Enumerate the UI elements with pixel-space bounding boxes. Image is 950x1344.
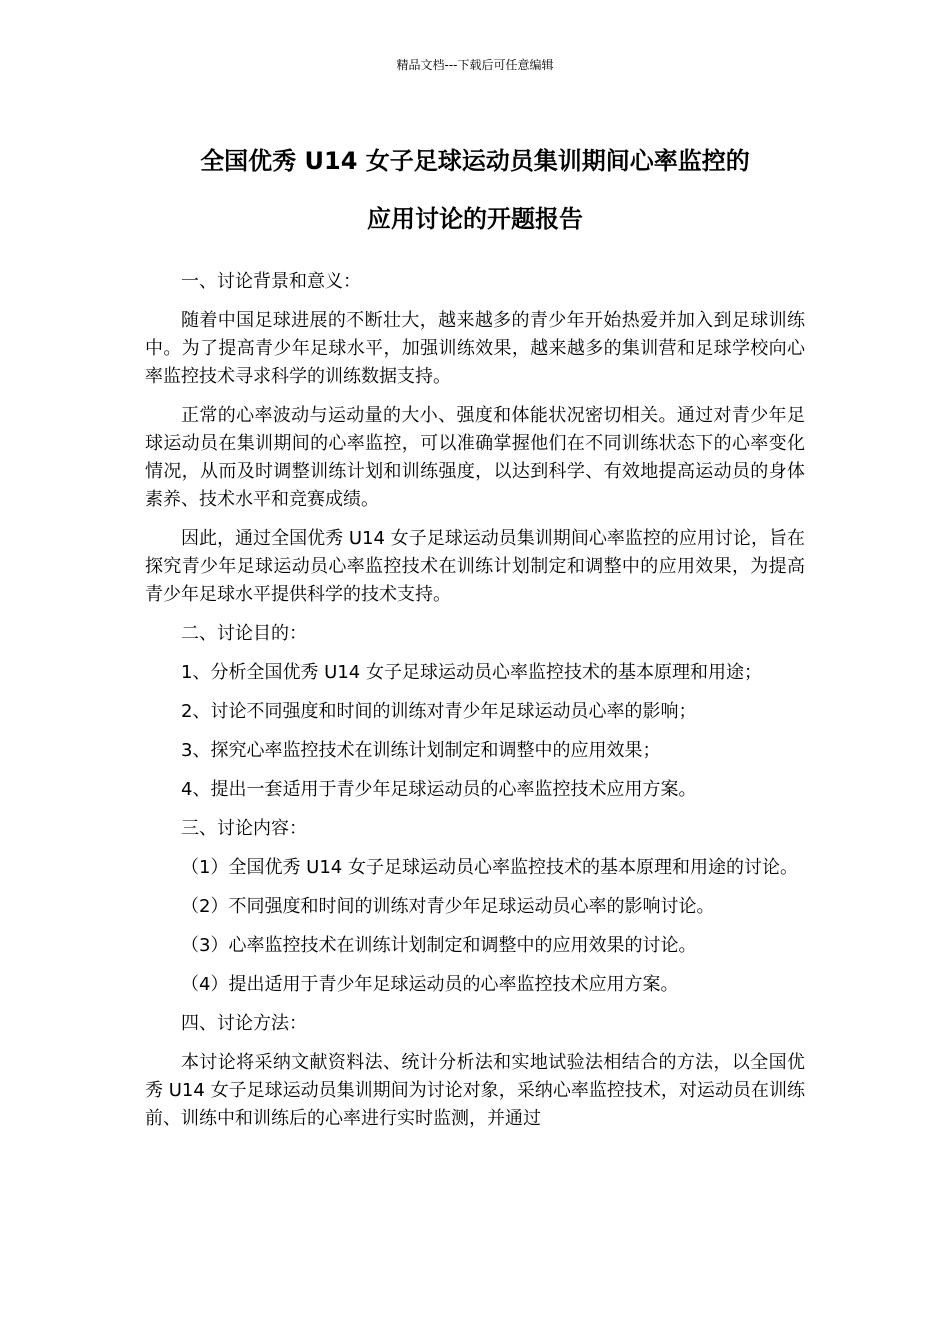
paragraph: 随着中国足球进展的不断壮大，越来越多的青少年开始热爱并加入到足球训练中。为了提高青少年足球水平，加强训练效果，越来越多的集训营和足球学校向心率监控技术寻求科学的训练数据支持。: [145, 310, 805, 387]
document-title-line-2: 应用讨论的开题报告: [367, 205, 583, 233]
list-item: （2）不同强度和时间的训练对青少年足球运动员心率的影响讨论。: [181, 896, 715, 917]
section-heading-purpose: 二、讨论目的：: [181, 623, 307, 644]
list-item: 2、讨论不同强度和时间的训练对青少年足球运动员心率的影响；: [181, 701, 697, 722]
page-header: 精品文档---下载后可任意编辑: [396, 58, 554, 72]
list-item: （4）提出适用于青少年足球运动员的心率监控技术应用方案。: [181, 974, 679, 995]
paragraph: 本讨论将采纳文献资料法、统计分析法和实地试验法相结合的方法，以全国优秀 U14 女子足球运动员集训期间为讨论对象，采纳心率监控技术，对运动员在训练前、训练中和训练后的心率进行实时监测，并通过: [145, 1052, 805, 1129]
section-heading-background: 一、讨论背景和意义：: [181, 271, 361, 292]
document-title: [120, 132, 830, 248]
list-item: （1）全国优秀 U14 女子足球运动员心率监控技术的基本原理和用途的讨论。: [181, 857, 798, 878]
list-item: 4、提出一套适用于青少年足球运动员的心率监控技术应用方案。: [181, 779, 697, 800]
paragraph: 正常的心率波动与运动量的大小、强度和体能状况密切相关。通过对青少年足球运动员在集训期间的心率监控，可以准确掌握他们在不同训练状态下的心率变化情况，从而及时调整训练计划和训练强度，以达到科学、有效地提高运动员的身体素养、技术水平和竞赛成绩。: [145, 405, 805, 510]
list-item: 3、探究心率监控技术在训练计划制定和调整中的应用效果；: [181, 740, 661, 761]
paragraph: 因此，通过全国优秀 U14 女子足球运动员集训期间心率监控的应用讨论，旨在探究青少年足球运动员心率监控技术在训练计划制定和调整中的应用效果，为提高青少年足球水平提供科学的技术支持。: [145, 528, 805, 605]
list-item: （3）心率监控技术在训练计划制定和调整中的应用效果的讨论。: [181, 935, 697, 956]
document-title-line-1: 全国优秀 U14 女子足球运动员集训期间心率监控的: [200, 147, 750, 175]
section-heading-content: 三、讨论内容：: [181, 818, 307, 839]
document-body: [145, 268, 805, 1144]
list-item: 1、分析全国优秀 U14 女子足球运动员心率监控技术的基本原理和用途；: [181, 662, 762, 683]
section-heading-method: 四、讨论方法：: [181, 1013, 307, 1034]
